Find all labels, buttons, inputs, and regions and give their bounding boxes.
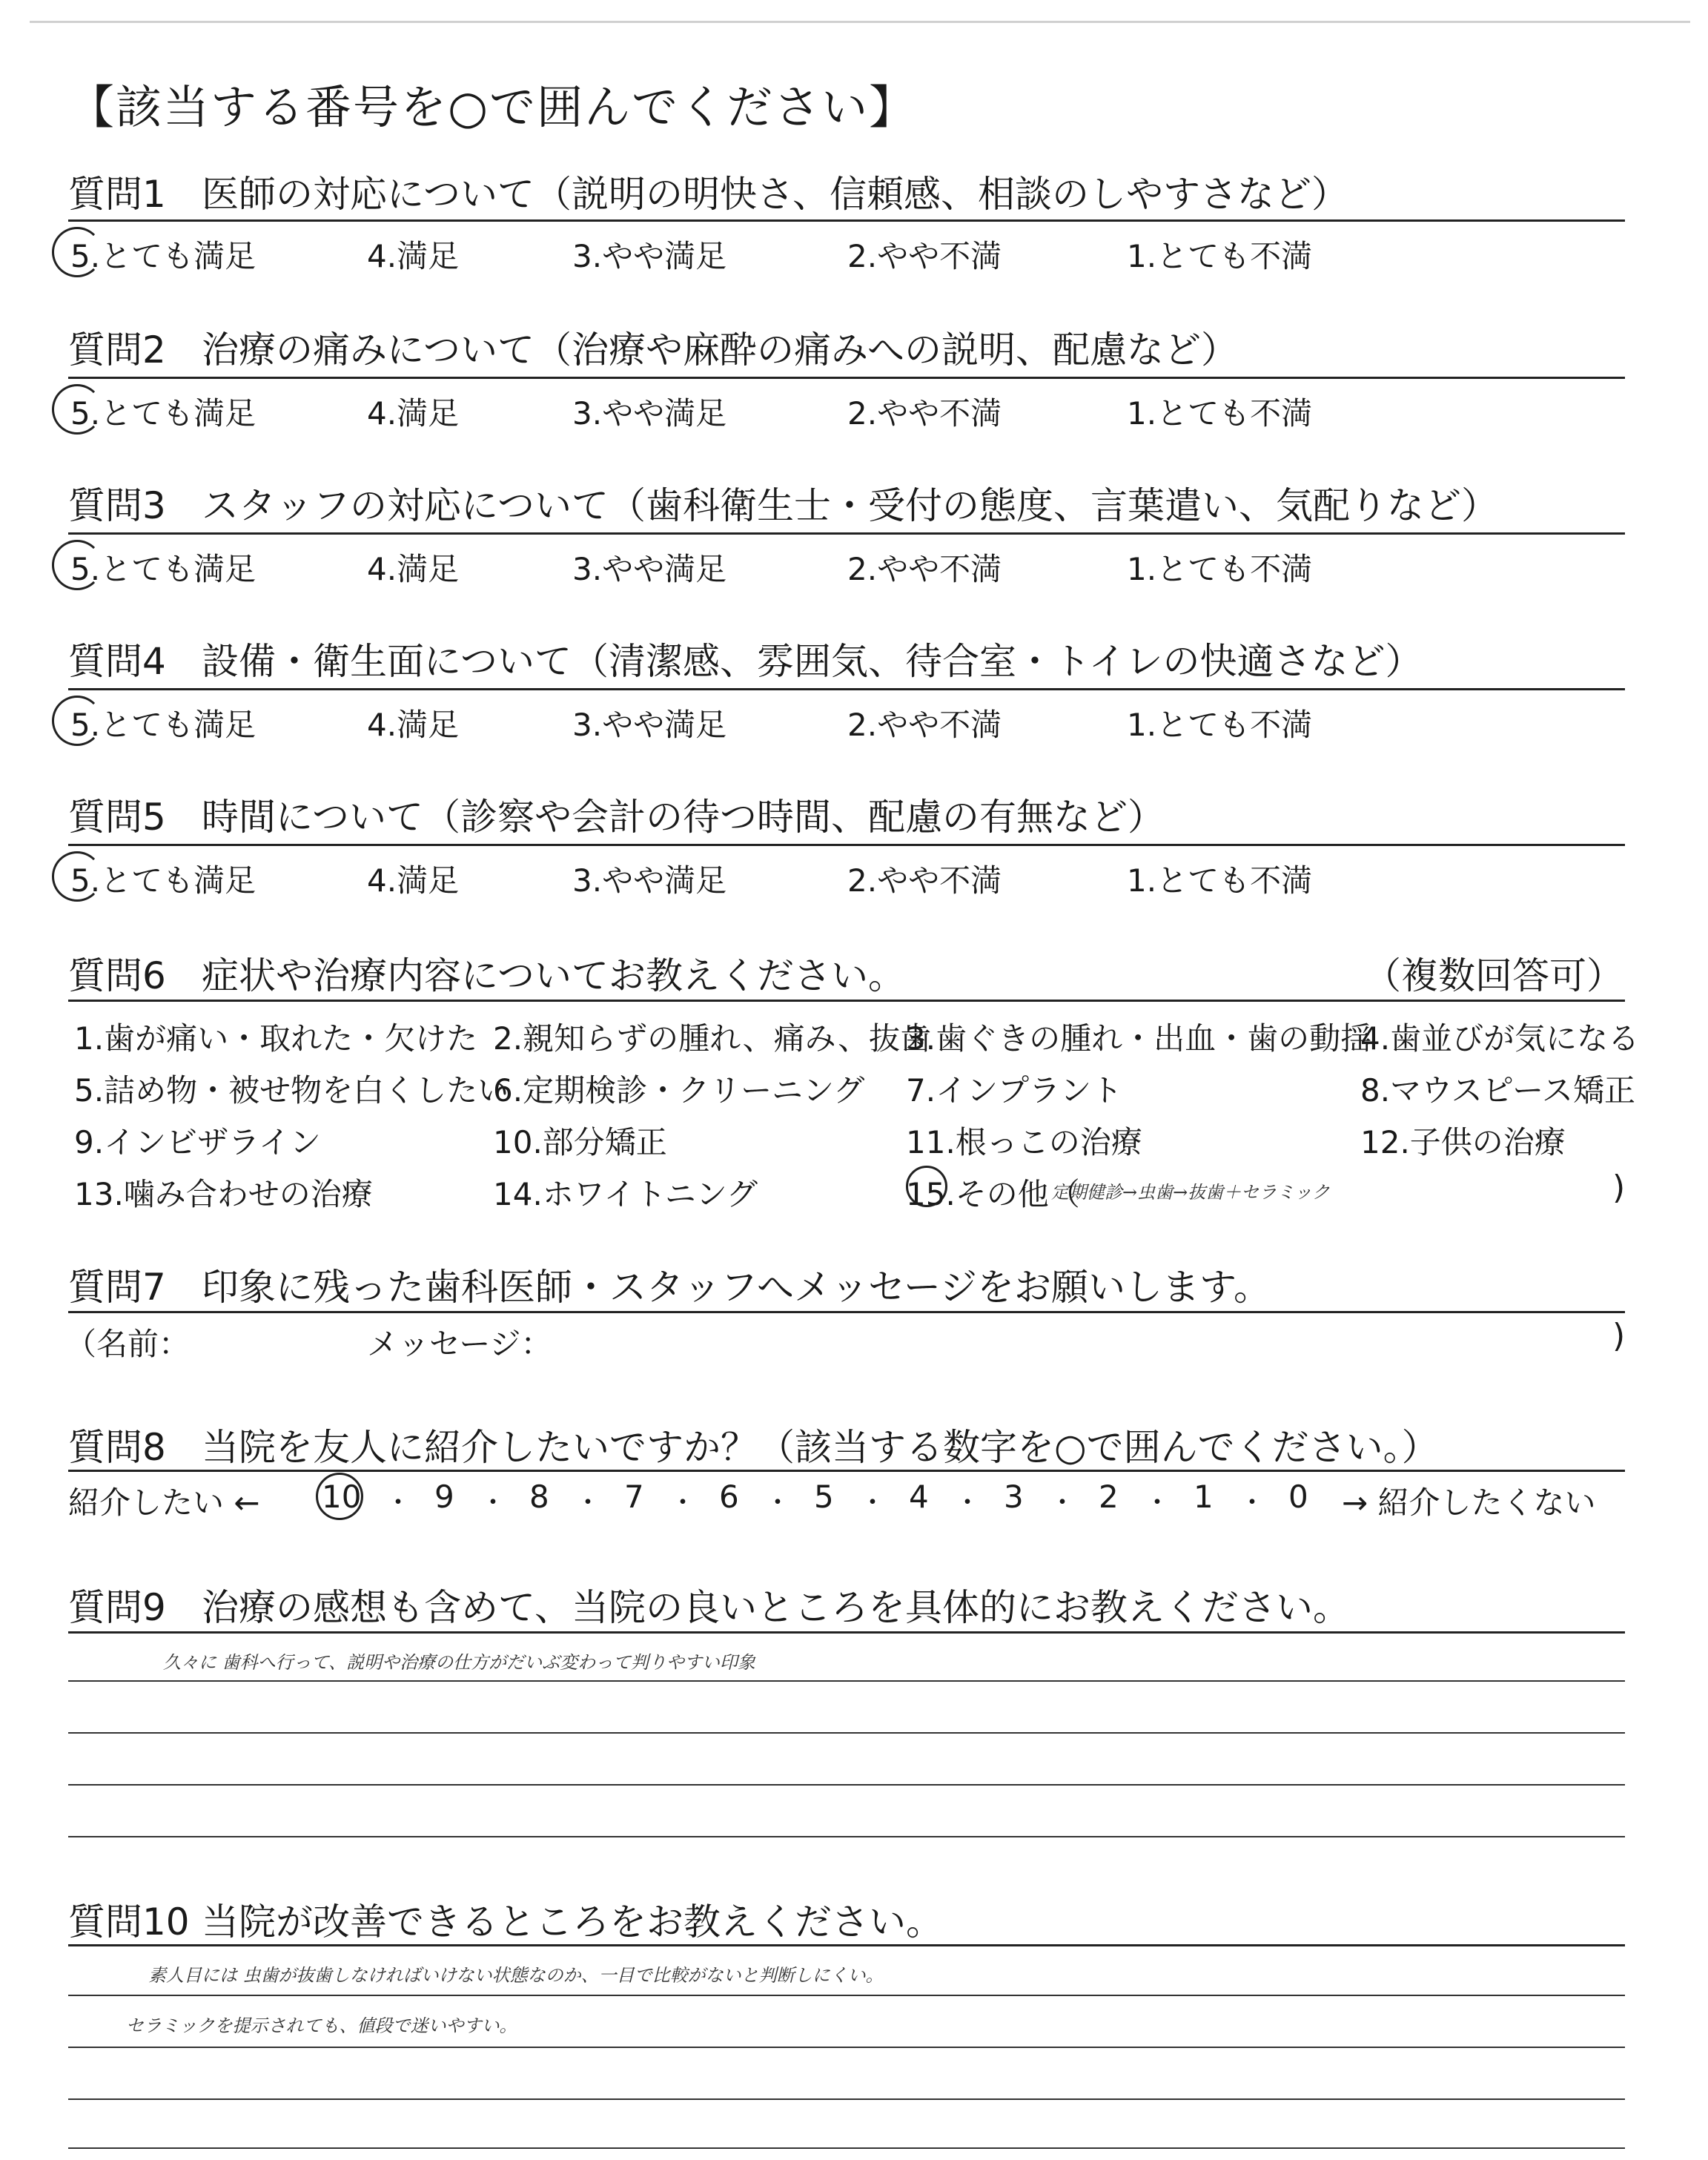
q2-rule [68,377,1625,379]
q2-option-4[interactable]: 4.満足 [367,395,460,432]
q4-option-1[interactable]: 1.とても不満 [1127,707,1313,743]
q3-option-5[interactable]: 5.とても満足 [70,551,256,587]
q7-message-label[interactable]: メッセージ： [367,1326,552,1362]
top-border [30,21,1690,23]
q8-label: 質問8 [68,1426,166,1469]
q5-rule [68,844,1625,846]
q6-item-13[interactable]: 13.噛み合わせの治療 [74,1176,373,1212]
q6-item-12[interactable]: 12.子供の治療 [1360,1124,1566,1160]
q8-dot: ・ [480,1487,507,1518]
q6-item-9[interactable]: 9.インビザライン [74,1124,321,1160]
q7-name-label[interactable]: （名前： [65,1326,191,1362]
q8-scale-4[interactable]: 4 [909,1479,929,1515]
q6-item-6[interactable]: 6.定期検診・クリーニング [493,1072,865,1109]
q6-other-handwritten: 定期健診→虫歯→抜歯＋セラミック [1051,1182,1330,1203]
q8-dot: ・ [1049,1487,1076,1518]
q6-item-15[interactable]: 15.その他（ [906,1176,1080,1212]
q6-note: （複数回答可） [1364,954,1623,997]
q8-scale-2[interactable]: 2 [1099,1479,1119,1515]
q1-option-4[interactable]: 4.満足 [367,238,460,274]
q10-rule [68,1944,1625,1946]
q8-scale-0[interactable]: 0 [1288,1479,1308,1515]
q1-option-5[interactable]: 5.とても満足 [70,238,256,274]
q3-option-4[interactable]: 4.満足 [367,551,460,587]
q5-option-2[interactable]: 2.やや不満 [847,862,1002,899]
q10-label: 質問10 [68,1900,190,1943]
q6-item-5[interactable]: 5.詰め物・被せ物を白くしたい [74,1072,509,1109]
q8-scale-1[interactable]: 1 [1194,1479,1214,1515]
q8-dot: ・ [1239,1487,1266,1518]
q2-option-1[interactable]: 1.とても不満 [1127,395,1313,432]
q3-option-2[interactable]: 2.やや不満 [847,551,1002,587]
q6-item-2[interactable]: 2.親知らずの腫れ、痛み、抜歯 [493,1020,932,1057]
q8-dot: ・ [764,1487,792,1518]
q2-option-3[interactable]: 3.やや満足 [572,395,727,432]
q7-text: 印象に残った歯科医師・スタッフへメッセージをお願いします。 [202,1266,1271,1309]
q1-option-3[interactable]: 3.やや満足 [572,238,727,274]
page-title: 【該当する番号を○で囲んでください】 [68,80,917,134]
q9-answer-line [68,1680,1625,1682]
q7-label: 質問7 [68,1266,166,1309]
q9-rule [68,1631,1625,1634]
q3-option-3[interactable]: 3.やや満足 [572,551,727,587]
q10-answer-line [68,1995,1625,1996]
q6-item-10[interactable]: 10.部分矯正 [493,1124,667,1160]
q4-option-3[interactable]: 3.やや満足 [572,707,727,743]
q5-option-1[interactable]: 1.とても不満 [1127,862,1313,899]
q3-rule [68,532,1625,535]
q2-text: 治療の痛みについて（治療や麻酔の痛みへの説明、配慮など） [202,328,1238,371]
q10-handwritten-answer-2: セラミックを提示されても、値段で迷いやすい。 [126,2015,517,2036]
q9-label: 質問9 [68,1586,166,1629]
q8-dot: ・ [859,1487,887,1518]
q8-dot: ・ [575,1487,602,1518]
q2-label: 質問2 [68,328,166,371]
q6-item-3[interactable]: 3.歯ぐきの腫れ・出血・歯の動揺 [906,1020,1372,1057]
q9-text: 治療の感想も含めて、当院の良いところを具体的にお教えください。 [202,1586,1350,1629]
q1-rule [68,219,1625,222]
q1-option-2[interactable]: 2.やや不満 [847,238,1002,274]
q5-option-5[interactable]: 5.とても満足 [70,862,256,899]
q10-answer-line [68,2047,1625,2048]
q8-scale-7[interactable]: 7 [624,1479,644,1515]
q4-text: 設備・衛生面について（清潔感、雰囲気、待合室・トイレの快適さなど） [202,640,1423,683]
q6-item-7[interactable]: 7.インプラント [906,1072,1123,1109]
q7-rule [68,1311,1625,1313]
q10-answer-line [68,2098,1625,2100]
q1-option-1[interactable]: 1.とても不満 [1127,238,1313,274]
q8-dot: ・ [954,1487,982,1518]
q3-label: 質問3 [68,484,166,527]
q3-option-1[interactable]: 1.とても不満 [1127,551,1313,587]
q7-close-paren: ) [1612,1317,1626,1355]
q6-item-1[interactable]: 1.歯が痛い・取れた・欠けた [74,1020,478,1057]
q10-handwritten-answer-1: 素人目には 虫歯が抜歯しなければいけない状態なのか、一目で比較がないと判断しにくい。 [148,1965,884,1986]
q1-text: 医師の対応について（説明の明快さ、信頼感、相談のしやすさなど） [202,173,1348,216]
q4-option-5[interactable]: 5.とても満足 [70,707,256,743]
q8-dot: ・ [1144,1487,1171,1518]
q6-item-8[interactable]: 8.マウスピース矯正 [1360,1072,1636,1109]
q8-scale-5[interactable]: 5 [814,1479,834,1515]
q1-label: 質問1 [68,173,166,216]
q4-option-2[interactable]: 2.やや不満 [847,707,1002,743]
q8-scale-6[interactable]: 6 [719,1479,739,1515]
q5-label: 質問5 [68,796,166,839]
q6-item-11[interactable]: 11.根っこの治療 [906,1124,1142,1160]
q4-rule [68,688,1625,690]
q8-left-label: 紹介したい ← [68,1484,260,1521]
q3-text: スタッフの対応について（歯科衛生士・受付の態度、言葉遣い、気配りなど） [202,484,1498,527]
q8-scale-10[interactable]: 10 [322,1479,362,1515]
q5-text: 時間について（診察や会計の待つ時間、配慮の有無など） [202,796,1165,839]
q9-answer-line [68,1732,1625,1734]
q8-rule [68,1470,1625,1472]
q10-text: 当院が改善できるところをお教えください。 [202,1900,943,1943]
q8-right-label: → 紹介したくない [1342,1484,1596,1521]
q8-scale-3[interactable]: 3 [1004,1479,1024,1515]
q2-option-2[interactable]: 2.やや不満 [847,395,1002,432]
q6-text: 症状や治療内容についてお教えください。 [202,954,905,997]
q8-dot: ・ [385,1487,412,1518]
q8-text: 当院を友人に紹介したいですか？（該当する数字を○で囲んでください。） [202,1426,1439,1469]
q6-label: 質問6 [68,954,166,997]
q8-dot: ・ [669,1487,697,1518]
q8-scale-9[interactable]: 9 [434,1479,454,1515]
q6-item-4[interactable]: 4.歯並びが気になる [1360,1020,1640,1057]
q9-handwritten-answer: 久々に 歯科へ行って、説明や治療の仕方がだいぶ変わって判りやすい印象 [163,1652,755,1673]
q5-option-4[interactable]: 4.満足 [367,862,460,899]
q8-scale-8[interactable]: 8 [529,1479,549,1515]
q5-option-3[interactable]: 3.やや満足 [572,862,727,899]
q9-answer-line [68,1784,1625,1786]
q6-other-close-paren: ) [1612,1169,1626,1206]
q2-option-5[interactable]: 5.とても満足 [70,395,256,432]
q6-rule [68,1000,1625,1002]
q6-item-14[interactable]: 14.ホワイトニング [493,1176,758,1212]
q4-label: 質問4 [68,640,166,683]
q10-answer-line [68,2147,1625,2149]
q9-answer-line [68,1836,1625,1837]
q4-option-4[interactable]: 4.満足 [367,707,460,743]
